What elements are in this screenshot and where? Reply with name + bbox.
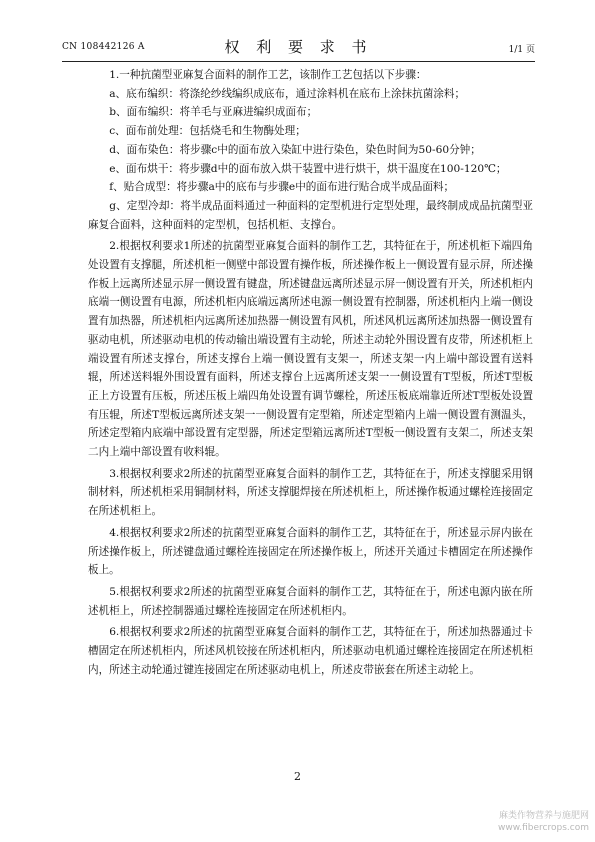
claim-4: 4.根据权利要求2所述的抗菌型亚麻复合面料的制作工艺，其特征在于，所述显示屏内嵌在所述操作板上，所述键盘通过螺栓连接固定在所述操作板上，所述开关通过卡槽固定在所述操作板上。 (88, 526, 533, 577)
patent-number: CN 108442126 A (62, 42, 145, 52)
claim-1-step-g: g、定型冷却：将半成品面料通过一种面料的定型机进行定型处理，最终制成成品抗菌型亚麻复合面料，这种面料的定型机，包括机柜、支撑台。 (88, 199, 533, 231)
claim-1-step-d: d、面布染色：将步骤c中的面布放入染缸中进行染色，染色时间为50-60分钟； (109, 143, 481, 156)
watermark-line-2: www.fibercrops.com (498, 823, 589, 833)
claim-5: 5.根据权利要求2所述的抗菌型亚麻复合面料的制作工艺，其特征在于，所述电源内嵌在所述机柜上，所述控制器通过螺栓连接固定在所述机柜内。 (88, 585, 533, 617)
watermark (498, 810, 589, 834)
page-header (62, 36, 535, 60)
header-rule (62, 61, 535, 62)
claim-1-step-a: a、底布编织：将涤纶纱线编织成底布，通过涂料机在底布上涂抹抗菌涂料； (109, 87, 466, 100)
page-info: 1/1 页 (508, 45, 535, 55)
claim-1-intro: 1.一种抗菌型亚麻复合面料的制作工艺，该制作工艺包括以下步骤： (109, 69, 427, 81)
claim-2: 2.根据权利要求1所述的抗菌型亚麻复合面料的制作工艺，其特征在于，所述机柜下端四角处设置有支撑腿，所述机柜一侧壁中部设置有操作板，所述操作板上一侧设置有显示屏，所述操作板上远离所述显示屏一侧设置有键盘，所述键盘远离所述显示屏一侧设置有开关，所述机柜内底端一侧设置有电源，所述机柜内底端远离所述电源一侧设置有控制器，所述机柜内上端一侧设置有加热器，所述机柜内远离所述加热器一侧设置有风机，所述风机远离所述加热器一侧设置有驱动电机，所述驱动电机的传动输出端设置有主动轮，所述主动轮外围设置有皮带，所述机柜上端设置有所述支撑台，所述支撑台上端一侧设置有支架一，所述支架一内上端中部设置有送料辊，所述送料辊外围设置有面料，所述支撑台上远离所述支架一一侧设置有T型板，所述T型板正上方设置有压板，所述压板上端四角处设置有调节螺栓，所述压板底端靠近所述T型板处设置有压辊，所述T型板远离所述支架一一侧设置有定型箱，所述定型箱内上端一侧设置有测温头，所述定型箱内底端中部设置有定型器，所述定型箱远离所述T型板一侧设置有支架二，所述支架二内上端中部设置有收料辊。 (88, 240, 533, 459)
claim-1-step-e: e、面布烘干：将步骤d中的面布放入烘干装置中进行烘干，烘干温度在100-120℃； (109, 162, 507, 175)
claim-1-step-b: b、面布编织：将羊毛与亚麻进编织成面布； (109, 106, 318, 119)
document-title: 权 利 要 求 书 (224, 38, 373, 56)
claim-3: 3.根据权利要求2所述的抗菌型亚麻复合面料的制作工艺，其特征在于，所述支撑腿采用钢制材料，所述机柜采用铜制材料，所述支撑腿焊接在所述机柜上，所述操作板通过螺栓连接固定在所述机柜上。 (88, 467, 533, 518)
claim-6: 6.根据权利要求2所述的抗菌型亚麻复合面料的制作工艺，其特征在于，所述加热器通过卡槽固定在所述机柜内，所述风机铰接在所述机柜内，所述驱动电机通过螺栓连接固定在所述机柜内，所述主动轮通过键连接固定在所述驱动电机上，所述皮带嵌套在所述主动轮上。 (88, 626, 533, 676)
page-number: 2 (294, 770, 301, 783)
claims-body (88, 66, 533, 680)
watermark-line-1: 麻类作物营养与施肥网 (498, 811, 589, 821)
claim-1-step-f: f、贴合成型：将步骤a中的底布与步骤e中的面布进行贴合成半成品面料； (109, 181, 455, 194)
claim-1-step-c: c、面布前处理：包括烧毛和生物酶处理； (109, 125, 306, 138)
